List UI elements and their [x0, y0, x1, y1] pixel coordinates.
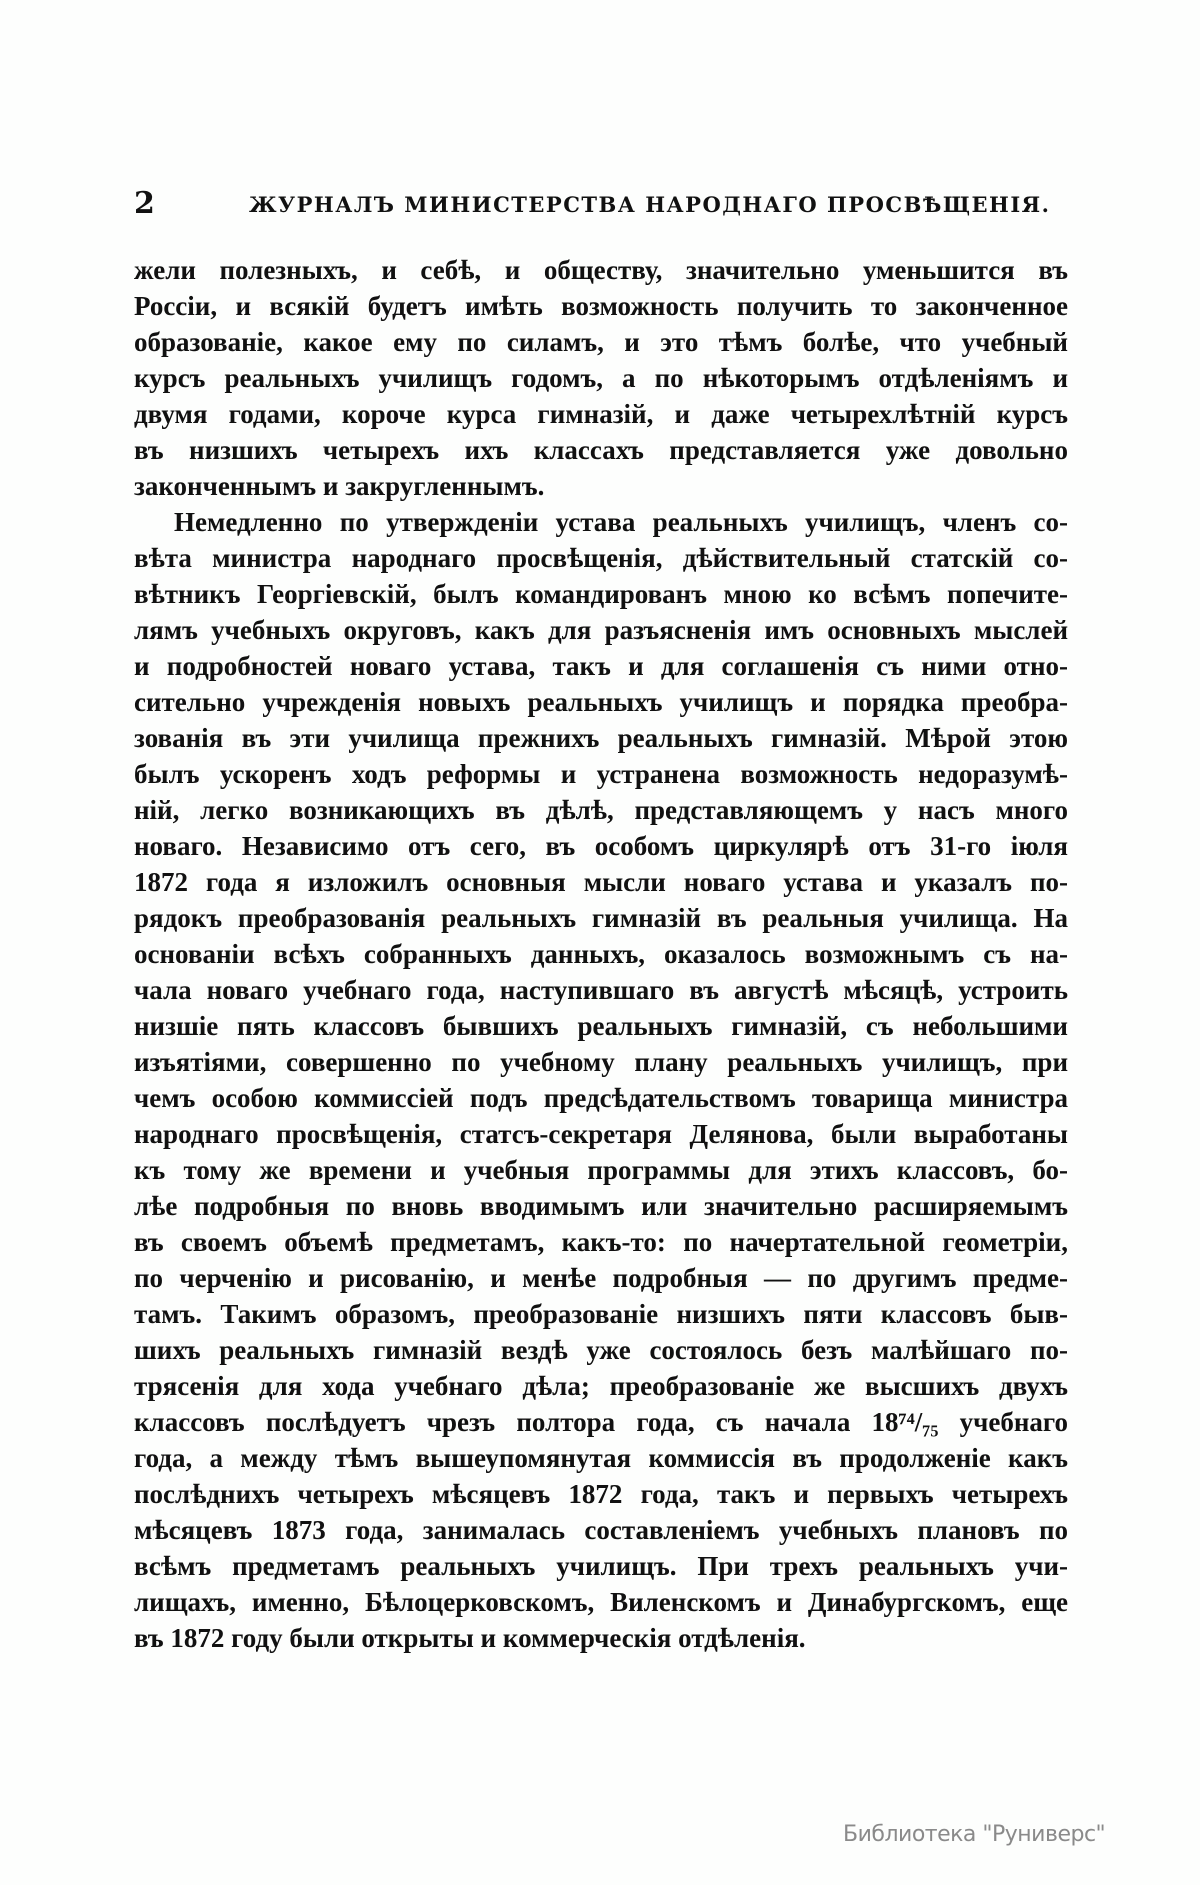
text-line: курсъ реальныхъ училищъ годомъ, а по нѣкоторымъ отдѣленіямъ и — [134, 363, 1068, 393]
paragraph — [134, 504, 1068, 1656]
text-line: чала новаго учебнаго года, наступившаго въ августѣ мѣсяцѣ, устроить — [134, 975, 1068, 1005]
text-line: зованія въ эти училища прежнихъ реальныхъ гимназій. Мѣрой этою — [134, 723, 1068, 753]
running-title: ЖУРНАЛЪ МИНИСТЕРСТВА НАРОДНАГО ПРОСВѢЩЕНІЯ. — [249, 192, 1051, 217]
text-line: вѣта министра народнаго просвѣщенія, дѣйствительный статскій со- — [134, 543, 1068, 573]
library-watermark: Библиотека "Руниверс" — [843, 1822, 1106, 1847]
text-line: классовъ послѣдуетъ чрезъ полтора года, съ начала 18⁷⁴/₇₅ учебнаго — [134, 1407, 1068, 1437]
text-line: жели полезныхъ, и себѣ, и обществу, значительно уменьшится въ — [134, 255, 1068, 285]
text-line: чемъ особою коммиссіей подъ предсѣдательствомъ товарища министра — [134, 1083, 1068, 1113]
text-line: года, а между тѣмъ вышеупомянутая коммиссія въ продолженіе какъ — [134, 1443, 1068, 1473]
text-line: Немедленно по утвержденіи устава реальныхъ училищъ, членъ со- — [174, 507, 1068, 537]
text-line: народнаго просвѣщенія, статсъ-секретаря Делянова, были выработаны — [134, 1119, 1068, 1149]
running-header — [134, 186, 1068, 226]
text-line: основаніи всѣхъ собранныхъ данныхъ, оказалось возможнымъ съ на- — [134, 939, 1068, 969]
text-line: трясенія для хода учебнаго дѣла; преобразованіе же высшихъ двухъ — [134, 1371, 1068, 1401]
text-line: лямъ учебныхъ округовъ, какъ для разъясненія имъ основныхъ мыслей — [134, 615, 1068, 645]
text-line: образованіе, какое ему по силамъ, и это тѣмъ болѣе, что учебный — [134, 327, 1068, 357]
text-line: шихъ реальныхъ гимназій вездѣ уже состоялось безъ малѣйшаго по- — [134, 1335, 1068, 1365]
text-line: всѣмъ предметамъ реальныхъ училищъ. При трехъ реальныхъ учи- — [134, 1551, 1068, 1581]
text-line: лищахъ, именно, Бѣлоцерковскомъ, Виленскомъ и Динабургскомъ, еще — [134, 1587, 1068, 1617]
text-line: лѣе подробныя по вновь вводимымъ или значительно расширяемымъ — [134, 1191, 1068, 1221]
paragraph — [134, 252, 1068, 504]
text-line: низшіе пять классовъ бывшихъ реальныхъ гимназій, съ небольшими — [134, 1011, 1068, 1041]
text-line: изъятіями, совершенно по учебному плану реальныхъ училищъ, при — [134, 1047, 1068, 1077]
text-line: тамъ. Такимъ образомъ, преобразованіе низшихъ пяти классовъ быв- — [134, 1299, 1068, 1329]
text-line: въ низшихъ четырехъ ихъ классахъ представляется уже довольно — [134, 435, 1068, 465]
body-text — [134, 252, 1068, 1656]
text-line: и подробностей новаго устава, такъ и для соглашенія съ ними отно- — [134, 651, 1068, 681]
text-line: сительно учрежденія новыхъ реальныхъ училищъ и порядка преобра- — [134, 687, 1068, 717]
text-line: по черченію и рисованію, и менѣе подробныя — по другимъ предме- — [134, 1263, 1068, 1293]
text-line: новаго. Независимо отъ сего, въ особомъ циркулярѣ отъ 31-го іюля — [134, 831, 1068, 861]
text-line: ній, легко возникающихъ въ дѣлѣ, представляющемъ у насъ много — [134, 795, 1068, 825]
text-line: двумя годами, короче курса гимназій, и даже четырехлѣтній курсъ — [134, 399, 1068, 429]
text-line: послѣднихъ четырехъ мѣсяцевъ 1872 года, такъ и первыхъ четырехъ — [134, 1479, 1068, 1509]
text-line: Россіи, и всякій будетъ имѣть возможность получить то законченное — [134, 291, 1068, 321]
page-number: 2 — [134, 186, 155, 221]
text-line: въ 1872 году были открыты и коммерческія отдѣленія. — [134, 1623, 806, 1653]
text-line: рядокъ преобразованія реальныхъ гимназій въ реальныя училища. На — [134, 903, 1068, 933]
text-line: къ тому же времени и учебныя программы для этихъ классовъ, бо- — [134, 1155, 1068, 1185]
text-line: въ своемъ объемѣ предметамъ, какъ-то: по начертательной геометріи, — [134, 1227, 1068, 1257]
text-line: вѣтникъ Георгіевскій, былъ командированъ мною ко всѣмъ попечите- — [134, 579, 1068, 609]
text-line: былъ ускоренъ ходъ реформы и устранена возможность недоразумѣ- — [134, 759, 1068, 789]
text-line: 1872 года я изложилъ основныя мысли новаго устава и указалъ по- — [134, 867, 1068, 897]
text-line: мѣсяцевъ 1873 года, занималась составленіемъ учебныхъ плановъ по — [134, 1515, 1068, 1545]
text-line: законченнымъ и закругленнымъ. — [134, 471, 545, 501]
